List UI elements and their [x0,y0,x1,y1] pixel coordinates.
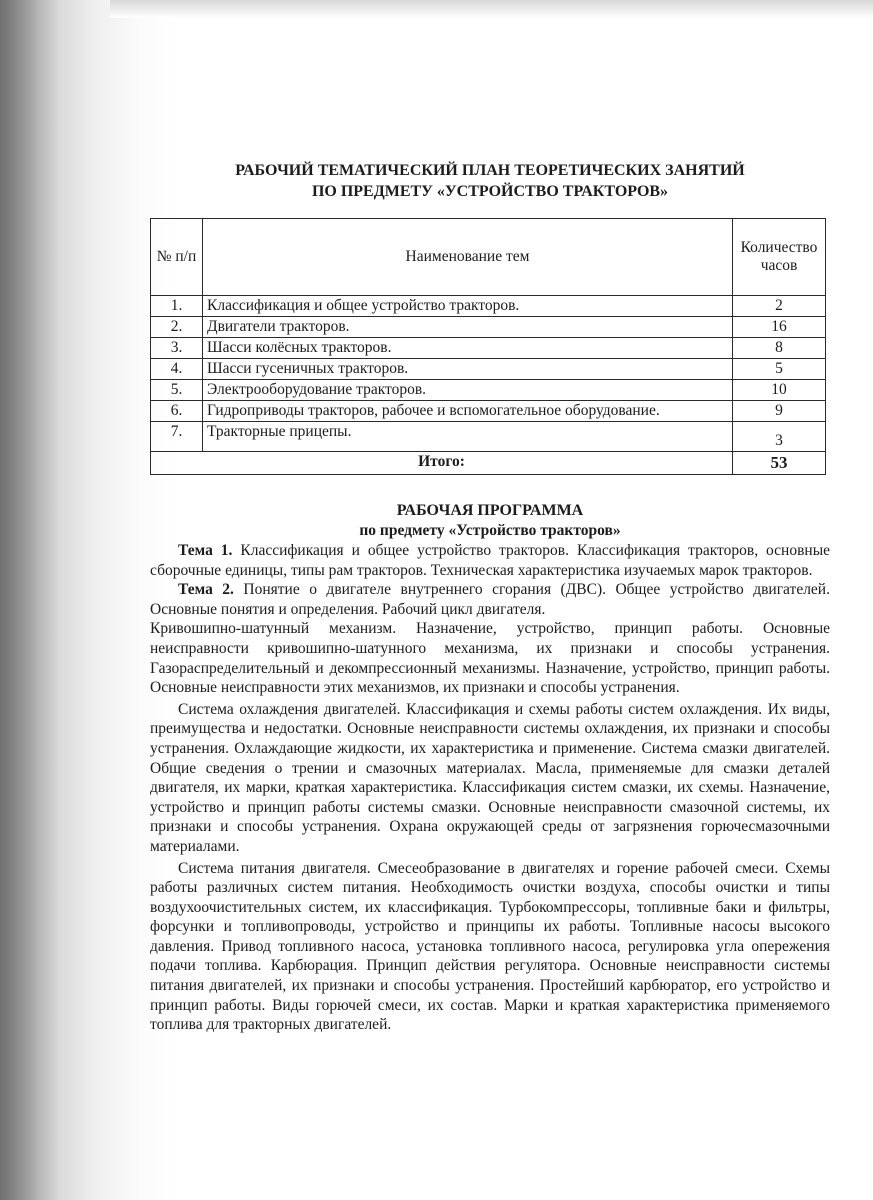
row-name: Шасси колёсных тракторов. [203,338,733,359]
table-total-row [151,452,826,475]
table-row [151,380,826,401]
paragraph-cooling-lubrication: Система охлаждения двигателей. Классификация и схемы работы систем охлаждения. Их виды, преимущества и недостатки. Основные неисправности системы охлаждения, их признаки и способы устранения. Охлаждающие жидкости, их характеристика и применение. Система смазки двигателей. Общие сведения о трении и смазочных материалах. Масла, применяемые для смазки деталей двигателя, их марки, краткая характеристика. Классификация систем смазки, их схемы. Назначение, устройство и принцип работы системы смазки. Основные неисправности смазочной системы, их признаки и способы устранения. Охрана окружающей среды от загрязнения горючесмазочными материалами. [150,700,830,855]
page-content [150,160,830,1035]
row-name: Гидроприводы тракторов, рабочее и вспомогательное оборудование. [203,401,733,422]
topic-2-lead: Тема 2. [178,581,234,599]
row-hours: 8 [733,338,826,359]
row-name: Классификация и общее устройство тракторов. [203,296,733,317]
topic-1-lead: Тема 1. [178,542,233,559]
row-num: 1. [151,296,203,317]
table-row [151,359,826,380]
program-subtitle: по предмету «Устройство тракторов» [359,522,621,539]
row-num: 2. [151,317,203,338]
row-num: 6. [151,401,203,422]
plan-title [150,160,830,202]
table-row [151,401,826,422]
row-hours: 2 [733,296,826,317]
page-shadow [0,0,60,1200]
row-name: Двигатели тракторов. [203,317,733,338]
plan-table [150,218,826,475]
paragraph-topic-2 [150,580,830,619]
row-hours: 3 [733,422,826,452]
row-num: 7. [151,422,203,452]
paragraph-topic-1 [150,541,830,580]
table-row [151,317,826,338]
header-num: № п/п [151,219,203,296]
table-row [151,338,826,359]
topic-2-text: Понятие о двигателе внутреннего сгорания (ДВС). Общее устройство двигателей. Основные понятия и определения. Рабочий цикл двигателя. [150,581,830,618]
paragraph-crank-mechanism: Кривошипно-шатунный механизм. Назначение, устройство, принцип работы. Основные неисправности кривошипно-шатунного механизма, их признаки и способы устранения. Газораспределительный и декомпрессионный механизмы. Назначение, устройство, принцип работы. Основные неисправности этих механизмов, их признаки и способы устранения. [150,620,830,697]
program-title: РАБОЧАЯ ПРОГРАММА [396,502,584,519]
header-hours: Количество часов [733,219,826,296]
row-name: Электрооборудование тракторов. [203,380,733,401]
header-name: Наименование тем [203,219,733,296]
total-label: Итого: [151,452,733,475]
row-num: 4. [151,359,203,380]
row-hours: 9 [733,401,826,422]
row-num: 3. [151,338,203,359]
plan-title-line1: РАБОЧИЙ ТЕМАТИЧЕСКИЙ ПЛАН ТЕОРЕТИЧЕСКИХ ЗАНЯТИЙ [235,162,745,179]
table-header-row [151,219,826,296]
plan-title-line2: ПО ПРЕДМЕТУ «УСТРОЙСТВО ТРАКТОРОВ» [311,183,669,200]
page-top-edge [110,0,873,18]
row-name: Тракторные прицепы. [203,422,733,452]
table-row [151,296,826,317]
row-hours: 16 [733,317,826,338]
row-hours: 5 [733,359,826,380]
row-name: Шасси гусеничных тракторов. [203,359,733,380]
total-value: 53 [733,452,826,475]
row-hours: 10 [733,380,826,401]
topic-1-text: Классификация и общее устройство тракторов. Классификация тракторов, основные сборочные единицы, типы рам тракторов. Техническая характеристика изучаемых марок тракторов. [150,542,830,579]
row-num: 5. [151,380,203,401]
paragraph-fuel-system: Система питания двигателя. Смесеобразование в двигателях и горение рабочей смеси. Схемы работы различных систем питания. Необходимость очистки воздуха, способы очистки и типы воздухоочистительных систем, их классификация. Турбокомпрессоры, топливные баки и фильтры, форсунки и топливопроводы, устройство и принципы их работы. Топливные насосы высокого давления. Привод топливного насоса, установка топливного насоса, регулировка угла опережения подачи топлива. Карбюрация. Принцип действия регулятора. Основные неисправности системы питания двигателей, их признаки и способы устранения. Простейший карбюратор, его устройство и принцип работы. Виды горючей смеси, их состав. Марки и краткая характеристика применяемого топлива для тракторных двигателей. [150,859,830,1034]
table-row [151,422,826,452]
